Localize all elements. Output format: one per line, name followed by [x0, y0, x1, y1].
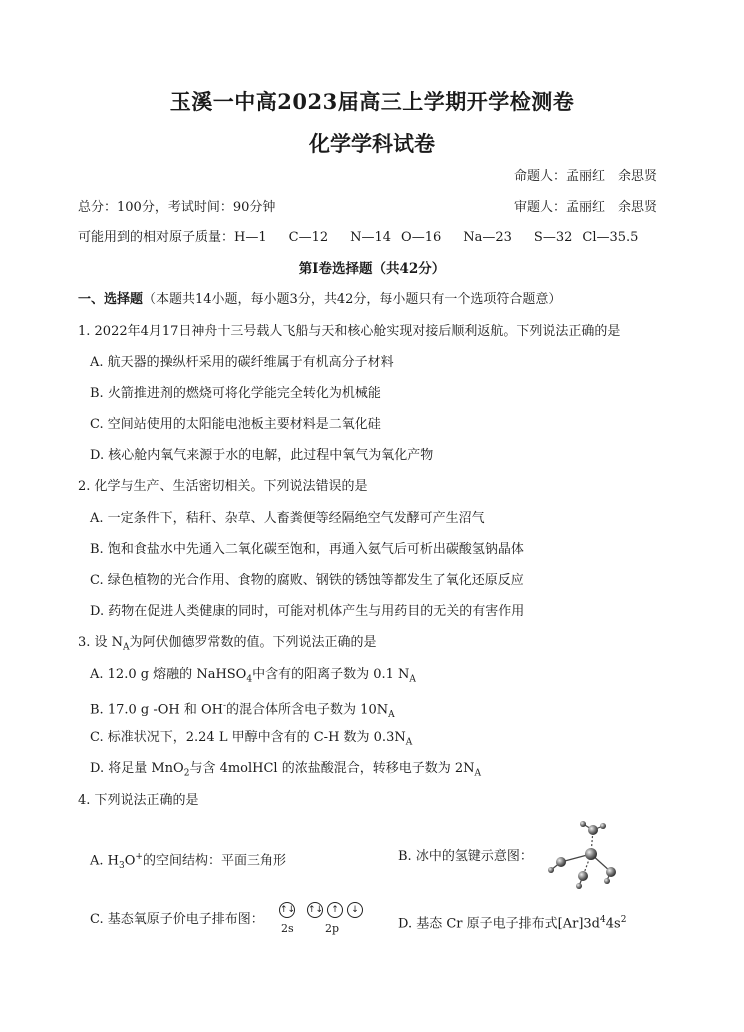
question-2-stem: 2. 化学与生产、生活密切相关。下列说法错误的是	[78, 479, 368, 494]
q3c-part: C. 标准状况下，2.24 L 甲醇中含有的 C-H 数为 0.3N	[90, 730, 406, 745]
q4d-part: D. 基态 Cr 原子电子排布式[Ar]3d	[398, 916, 600, 932]
question-4-stem: 4. 下列说法正确的是	[78, 793, 199, 808]
atomic-mass-item: Na—23	[463, 230, 512, 245]
q4a-part: O	[124, 853, 136, 869]
exam-subtitle: 化学学科试卷	[309, 131, 435, 156]
hydrogen-atom	[604, 878, 610, 884]
q3b-sub: A	[388, 709, 395, 720]
orbital-box-2s: ↑↓	[279, 902, 295, 918]
atomic-mass-item: C—12	[288, 230, 329, 245]
atomic-mass-item: O—16	[401, 230, 442, 245]
section-head: 一、选择题	[78, 292, 144, 307]
question-3-option-c	[90, 729, 412, 752]
hydrogen-atom	[600, 823, 606, 829]
question-1-option-b: B. 火箭推进剂的燃烧可将化学能完全转化为机械能	[90, 386, 381, 401]
q3a-part: A. 12.0 g 熔融的 NaHSO	[90, 667, 247, 682]
atomic-mass-item: Cl—35.5	[582, 230, 639, 245]
q3d-sub: A	[474, 768, 482, 779]
volume-title: 第Ⅰ卷选择题（共42分）	[298, 261, 446, 277]
question-2-option-a: A. 一定条件下，秸秆、杂草、人畜粪便等经隔绝空气发酵可产生沼气	[90, 511, 485, 526]
q3-stem-part: 3. 设 N	[78, 635, 124, 650]
question-2-option-c: C. 绿色植物的光合作用、食物的腐败、钢铁的锈蚀等都发生了氧化还原反应	[90, 573, 524, 588]
question-1-option-d: D. 核心舱内氧气来源于水的电解，此过程中氧气为氧化产物	[90, 448, 434, 463]
q4a-part: 的空间结构：平面三角形	[142, 853, 286, 869]
question-3-option-a	[90, 666, 416, 689]
total-score-time: 总分：100分，考试时间：90分钟	[78, 200, 276, 215]
question-3-option-d	[90, 760, 481, 783]
atomic-mass-item: H—1	[234, 230, 267, 245]
oxygen-atom	[588, 825, 598, 835]
setter-label: 命题人：孟丽红 余思贤	[514, 169, 658, 184]
oxygen-atom	[606, 867, 616, 877]
question-1-stem: 1. 2022年4月17日神舟十三号载人飞船与天和核心舱实现对接后顺利返航。下列说法正确的是	[78, 324, 621, 339]
hydrogen-atom	[580, 821, 586, 827]
atomic-mass-item: S—32	[533, 230, 573, 245]
question-3-stem	[78, 634, 377, 657]
orbital-box-2p: ↓	[347, 902, 363, 918]
orbital-label-2p: 2p	[325, 922, 340, 935]
orbital-label-2s: 2s	[281, 922, 294, 935]
section-heading	[78, 291, 561, 309]
exam-title: 玉溪一中高2023届高三上学期开学检测卷	[169, 89, 575, 114]
q3-stem-part: 为阿伏伽德罗常数的值。下列说法正确的是	[129, 635, 377, 650]
orbital-box-2p: ↑↓	[307, 902, 323, 918]
q4a-sub: 3	[119, 860, 125, 871]
q4d-sup: 2	[620, 915, 627, 925]
q4d-sup: 4	[600, 915, 606, 925]
hydrogen-atom	[548, 867, 554, 873]
q3d-part: 与含 4molHCl 的浓盐酸混合，转移电子数为 2N	[189, 761, 475, 776]
question-4-option-a	[90, 848, 286, 875]
question-1-option-a: A. 航天器的操纵杆采用的碳纤维属于有机高分子材料	[90, 355, 394, 370]
oxygen-atom	[585, 848, 597, 860]
hydrogen-atom	[576, 883, 582, 889]
atomic-masses-label: 可能用到的相对原子质量：	[78, 230, 235, 245]
section-note: （本题共14小题，每小题3分，共42分，每小题只有一个选项符合题意）	[143, 292, 562, 307]
question-4-option-c: C. 基态氧原子价电子排布图：	[90, 912, 264, 927]
q4a-part: A. H	[90, 853, 119, 869]
q3c-sub: A	[405, 737, 413, 748]
q3b-sup: -	[223, 701, 227, 711]
question-2-option-d: D. 药物在促进人类健康的同时，可能对机体产生与用药目的无关的有害作用	[90, 604, 525, 619]
q4d-part: 4s	[605, 916, 621, 932]
q4a-sup: +	[135, 852, 143, 862]
orbital-box-2p: ↑	[327, 902, 343, 918]
question-3-option-b	[90, 697, 395, 724]
question-1-option-c: C. 空间站使用的太阳能电池板主要材料是二氧化硅	[90, 417, 381, 432]
q3b-part: B. 17.0 g -OH 和 OH	[90, 702, 223, 718]
q3a-sub: A	[409, 674, 416, 685]
reviewer-label: 审题人：孟丽红 余思贤	[514, 200, 658, 215]
question-4-option-b: B. 冰中的氢键示意图：	[398, 849, 533, 864]
atomic-masses	[78, 229, 638, 247]
oxygen-atom	[578, 871, 588, 881]
q3-stem-sub: A	[123, 642, 130, 653]
q3a-part: 中含有的阳离子数为 0.1 N	[252, 667, 410, 682]
q3a-sub: 4	[246, 674, 253, 685]
question-2-option-b: B. 饱和食盐水中先通入二氧化碳至饱和，再通入氨气后可析出碳酸氢钠晶体	[90, 542, 524, 557]
atomic-mass-item: N—14	[350, 230, 392, 245]
q3d-part: D. 将足量 MnO	[90, 761, 184, 776]
q3b-part: 的混合体所含电子数为 10N	[226, 702, 389, 718]
q3d-sub: 2	[183, 768, 190, 779]
ice-hydrogen-bond-diagram	[545, 818, 625, 894]
oxygen-atom	[556, 857, 566, 867]
question-4-option-d	[398, 911, 626, 933]
